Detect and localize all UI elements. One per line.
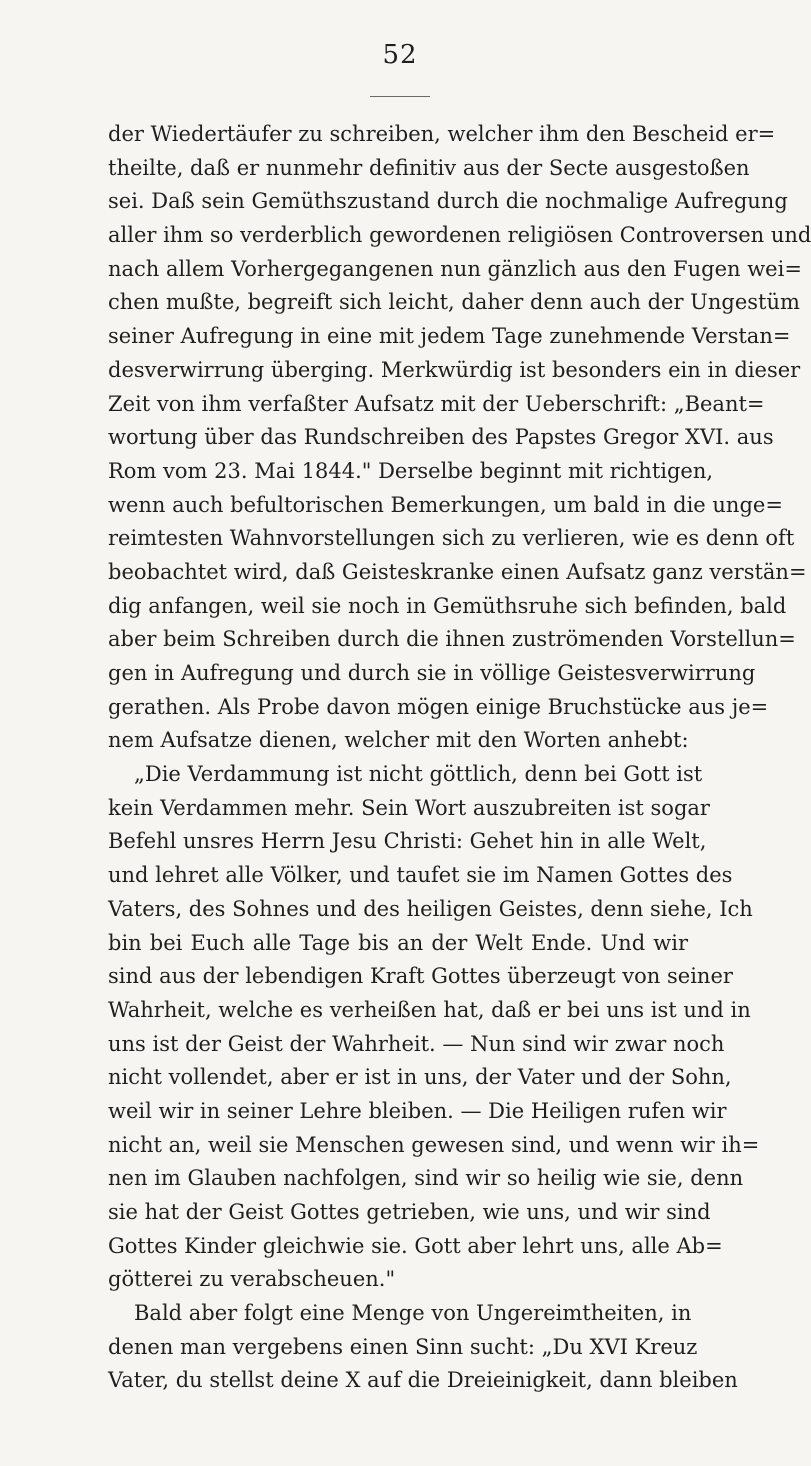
text-line: Rom vom 23. Mai 1844." Derselbe beginnt mit richtigen,	[108, 458, 714, 483]
text-line: Vaters, des Sohnes und des heiligen Geistes, denn siehe, Ich	[108, 896, 753, 921]
text-line: gen in Aufregung und durch sie in völlige Geistesverwirrung	[108, 661, 756, 685]
text-line: und lehret alle Völker, und taufet sie im Namen Gottes des	[108, 863, 733, 888]
body-text	[108, 118, 811, 1398]
text-line: theilte, daß er nunmehr definitiv aus der Secte ausgestoßen	[108, 155, 750, 180]
text-line: kein Verdammen mehr. Sein Wort auszubreiten ist sogar	[108, 795, 710, 820]
page-number: 52	[382, 40, 418, 70]
text-line: nem Aufsatze dienen, welcher mit den Worten anhebt:	[108, 728, 689, 753]
text-line: sind aus der lebendigen Kraft Gottes überzeugt von seiner	[108, 964, 733, 989]
text-line: gerathen. Als Probe davon mögen einige Bruchstücke aus je=	[108, 694, 769, 719]
text-line: uns ist der Geist der Wahrheit. — Nun sind wir zwar noch	[108, 1031, 725, 1056]
text-line: Zeit von ihm verfaßter Aufsatz mit der Ueberschrift: „Beant=	[108, 391, 765, 416]
text-line: Befehl unsres Herrn Jesu Christi: Gehet hin in alle Welt,	[108, 829, 707, 854]
text-line: weil wir in seiner Lehre bleiben. — Die Heiligen rufen wir	[108, 1098, 727, 1123]
text-line: beobachtet wird, daß Geisteskranke einen Aufsatz ganz verstän=	[108, 559, 807, 584]
text-line: nach allem Vorhergegangenen nun gänzlich aus den Fugen wei=	[108, 256, 802, 281]
text-line: denen man vergebens einen Sinn sucht: „Du XVI Kreuz	[108, 1334, 698, 1359]
text-line: sie hat der Geist Gottes getrieben, wie uns, und wir sind	[108, 1200, 711, 1224]
quotation-paragraph	[108, 758, 760, 1297]
text-line: desverwirrung überging. Merkwürdig ist besonders ein in dieser	[108, 357, 801, 382]
text-line: seiner Aufregung in eine mit jedem Tage zunehmende Verstan=	[108, 324, 791, 349]
text-line: reimtesten Wahnvorstellungen sich zu verlieren, wie es denn oft	[108, 526, 795, 551]
text-line: götterei zu verabscheuen."	[108, 1267, 396, 1292]
text-line: Gottes Kinder gleichwie sie. Gott aber lehrt uns, alle Ab=	[108, 1233, 723, 1258]
text-line: „Die Verdammung ist nicht göttlich, denn bei Gott ist	[134, 762, 703, 787]
text-line: Wahrheit, welche es verheißen hat, daß er bei uns ist und in	[108, 997, 751, 1022]
text-line: aller ihm so verderblich gewordenen religiösen Controversen und	[108, 223, 811, 248]
text-line: der Wiedertäufer zu schreiben, welcher ihm den Bescheid er=	[108, 122, 776, 146]
paragraph	[108, 118, 811, 758]
text-line: Bald aber folgt eine Menge von Ungereimtheiten, in	[134, 1301, 692, 1326]
text-line: aber beim Schreiben durch die ihnen zuströmenden Vorstellun=	[108, 627, 796, 652]
text-line: nicht an, weil sie Menschen gewesen sind, und wenn wir ih=	[108, 1132, 760, 1157]
text-line: sei. Daß sein Gemüthszustand durch die nochmalige Aufregung	[108, 189, 788, 214]
text-line: chen mußte, begreift sich leicht, daher denn auch der Ungestüm	[108, 290, 800, 315]
text-line: nicht vollendet, aber er ist in uns, der Vater und der Sohn,	[108, 1065, 732, 1090]
text-line: nen im Glauben nachfolgen, sind wir so heilig wie sie, denn	[108, 1166, 744, 1191]
text-line: wenn auch befultorischen Bemerkungen, um bald in die unge=	[108, 492, 783, 517]
text-line: Vater, du stellst deine X auf die Dreieinigkeit, dann bleiben	[108, 1368, 738, 1393]
text-line: dig anfangen, weil sie noch in Gemüthsruhe sich befinden, bald	[108, 593, 787, 618]
text-line: bin bei Euch alle Tage bis an der Welt Ende. Und wir	[108, 930, 688, 955]
text-line: wortung über das Rundschreiben des Papstes Gregor XVI. aus	[108, 425, 774, 450]
header-rule	[370, 96, 430, 97]
paragraph	[108, 1297, 738, 1398]
